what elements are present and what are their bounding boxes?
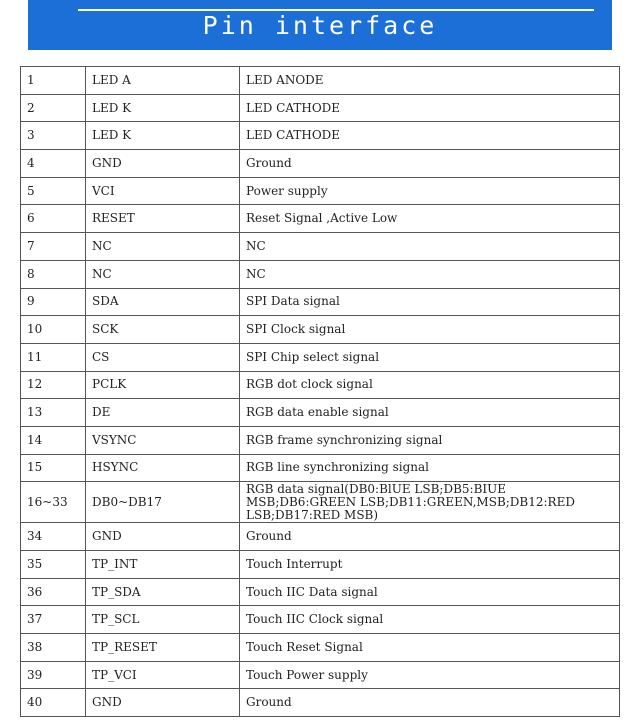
pin-description-cell: SPI Chip select signal: [240, 343, 620, 371]
pin-name-cell: TP_RESET: [86, 634, 240, 662]
pin-name-cell: GND: [86, 150, 240, 178]
pin-description-cell: Touch IIC Clock signal: [240, 606, 620, 634]
pin-name-cell: PCLK: [86, 371, 240, 399]
table-row: [21, 606, 620, 634]
table-row: [21, 482, 620, 523]
pin-description-cell: NC: [240, 233, 620, 261]
pin-number-cell: 5: [21, 177, 86, 205]
table-row: [21, 288, 620, 316]
pin-number-cell: 14: [21, 426, 86, 454]
table-row: [21, 94, 620, 122]
pin-name-cell: DE: [86, 399, 240, 427]
pin-number-cell: 3: [21, 122, 86, 150]
pin-number-cell: 10: [21, 316, 86, 344]
pin-name-cell: TP_SDA: [86, 578, 240, 606]
table-row: [21, 578, 620, 606]
pin-name-cell: VSYNC: [86, 426, 240, 454]
pin-description-cell: Ground: [240, 523, 620, 551]
pin-name-cell: HSYNC: [86, 454, 240, 482]
table-row: [21, 343, 620, 371]
pin-number-cell: 11: [21, 343, 86, 371]
pin-number-cell: 38: [21, 634, 86, 662]
pin-name-cell: TP_INT: [86, 551, 240, 579]
pin-name-cell: SDA: [86, 288, 240, 316]
table-row: [21, 150, 620, 178]
pin-description-cell: LED ANODE: [240, 67, 620, 95]
pin-description-cell: Touch Reset Signal: [240, 634, 620, 662]
pin-number-cell: 15: [21, 454, 86, 482]
pin-description-cell: Touch Interrupt: [240, 551, 620, 579]
pin-name-cell: VCI: [86, 177, 240, 205]
pin-name-cell: CS: [86, 343, 240, 371]
pin-table-body: [21, 67, 620, 717]
pin-description-cell: Ground: [240, 689, 620, 717]
table-row: [21, 634, 620, 662]
page-title: Pin interface: [202, 11, 438, 40]
pin-description-cell: Power supply: [240, 177, 620, 205]
pin-name-cell: NC: [86, 233, 240, 261]
pin-number-cell: 2: [21, 94, 86, 122]
pin-description-cell: Reset Signal ,Active Low: [240, 205, 620, 233]
table-row: [21, 316, 620, 344]
pin-description-cell: Touch IIC Data signal: [240, 578, 620, 606]
pin-name-cell: TP_SCL: [86, 606, 240, 634]
pin-name-cell: TP_VCI: [86, 661, 240, 689]
pin-number-cell: 39: [21, 661, 86, 689]
pin-description-cell: LED CATHODE: [240, 122, 620, 150]
pin-name-cell: GND: [86, 523, 240, 551]
pin-number-cell: 37: [21, 606, 86, 634]
table-row: [21, 523, 620, 551]
pin-name-cell: DB0~DB17: [86, 482, 240, 523]
table-row: [21, 67, 620, 95]
pin-number-cell: 34: [21, 523, 86, 551]
table-row: [21, 260, 620, 288]
pin-description-cell: LED CATHODE: [240, 94, 620, 122]
pin-number-cell: 35: [21, 551, 86, 579]
pin-description-cell: SPI Clock signal: [240, 316, 620, 344]
pin-number-cell: 40: [21, 689, 86, 717]
pin-description-cell: RGB line synchronizing signal: [240, 454, 620, 482]
header-banner: [28, 0, 612, 50]
pin-number-cell: 8: [21, 260, 86, 288]
pin-description-cell: SPI Data signal: [240, 288, 620, 316]
table-row: [21, 177, 620, 205]
pin-name-cell: NC: [86, 260, 240, 288]
table-row: [21, 426, 620, 454]
pin-name-cell: LED A: [86, 67, 240, 95]
pin-number-cell: 16~33: [21, 482, 86, 523]
pin-name-cell: LED K: [86, 122, 240, 150]
pin-number-cell: 4: [21, 150, 86, 178]
pin-description-cell: RGB data enable signal: [240, 399, 620, 427]
pin-description-cell: RGB data signal(DB0:BlUE LSB;DB5:BIUE MSB;DB6:GREEN LSB;DB11:GREEN,MSB;DB12:RED LSB;DB17:RED MSB): [240, 482, 620, 523]
pin-description-cell: RGB dot clock signal: [240, 371, 620, 399]
pin-number-cell: 13: [21, 399, 86, 427]
table-row: [21, 551, 620, 579]
pin-description-cell: Ground: [240, 150, 620, 178]
pin-table: [20, 66, 620, 717]
pin-description-cell: Touch Power supply: [240, 661, 620, 689]
pin-description-cell: RGB frame synchronizing signal: [240, 426, 620, 454]
pin-number-cell: 7: [21, 233, 86, 261]
pin-name-cell: SCK: [86, 316, 240, 344]
table-row: [21, 371, 620, 399]
table-row: [21, 399, 620, 427]
table-row: [21, 661, 620, 689]
table-row: [21, 205, 620, 233]
table-row: [21, 122, 620, 150]
pin-name-cell: LED K: [86, 94, 240, 122]
table-row: [21, 454, 620, 482]
pin-name-cell: GND: [86, 689, 240, 717]
pin-number-cell: 1: [21, 67, 86, 95]
table-row: [21, 233, 620, 261]
pin-name-cell: RESET: [86, 205, 240, 233]
pin-number-cell: 6: [21, 205, 86, 233]
pin-number-cell: 36: [21, 578, 86, 606]
pin-description-cell: NC: [240, 260, 620, 288]
table-row: [21, 689, 620, 717]
pin-number-cell: 12: [21, 371, 86, 399]
pin-number-cell: 9: [21, 288, 86, 316]
